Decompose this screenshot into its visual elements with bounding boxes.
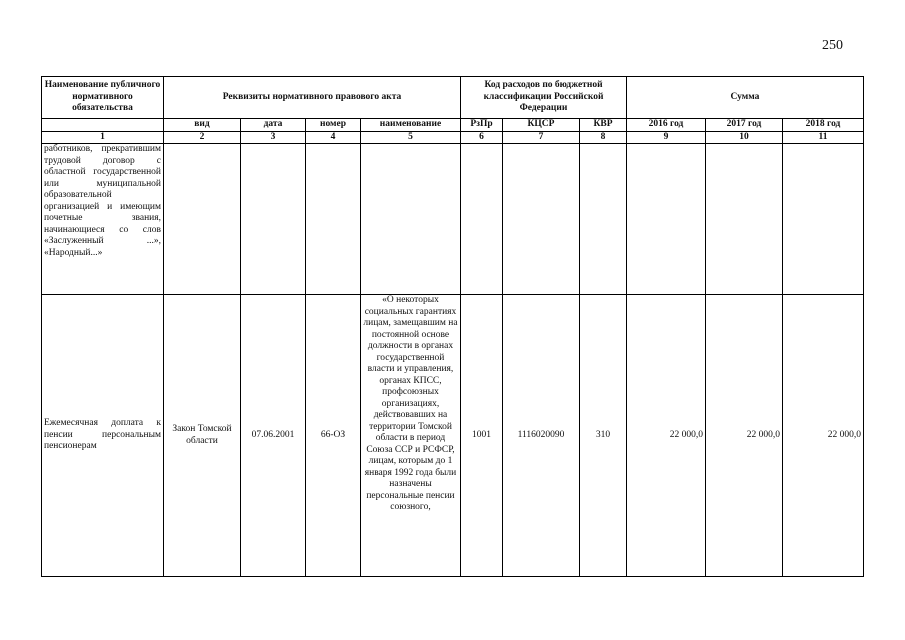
act-title: «О некоторых социальных гарантиях лицам, замещавшим на постоянной основе должности в органах государственной власти и управления, органах КПСС, профсоюзных организациях, действовавших на территории Томской области в период Союза ССР и РСФСР, лицам, которым до 1 января 1992 года были назначены персональные пенсии союзного, [361,295,461,577]
header-vid: вид [164,119,241,132]
cell-empty [783,144,864,295]
cell-empty [503,144,580,295]
header-kvr: КВР [580,119,627,132]
cell-empty [706,144,783,295]
obligation-name: работников, прекратившим трудовой договор с областной государственной или муниципальной образовательной организацией и имеющим почетные звания, начинающиеся со слов «Заслуженный ...», «Народный...» [42,144,164,295]
header-sum: Сумма [627,77,864,119]
column-number: 8 [580,131,627,144]
header-title: наименование [361,119,461,132]
cell-empty [361,144,461,295]
sum-2018: 22 000,0 [783,295,864,577]
cell-empty [580,144,627,295]
header-2016: 2016 год [627,119,706,132]
obligation-name: Ежемесячная доплата к пенсии персональным пенсионерам [42,295,164,577]
rzpr-code: 1001 [461,295,503,577]
header-2017: 2017 год [706,119,783,132]
act-number: 66-ОЗ [306,295,361,577]
column-number: 11 [783,131,864,144]
column-number: 4 [306,131,361,144]
cell-empty [164,144,241,295]
header-rzpr: РзПр [461,119,503,132]
column-number: 7 [503,131,580,144]
header-requisites: Реквизиты нормативного правового акта [164,77,461,119]
column-number: 6 [461,131,503,144]
column-number: 2 [164,131,241,144]
header-date: дата [241,119,306,132]
page-number: 250 [822,38,843,53]
column-number: 10 [706,131,783,144]
cell-empty [241,144,306,295]
cell-empty [461,144,503,295]
sum-2017: 22 000,0 [706,295,783,577]
column-number: 1 [42,131,164,144]
header-name: Наименование публичного нормативного обязательства [42,77,164,119]
column-number: 5 [361,131,461,144]
header-2018: 2018 год [783,119,864,132]
column-number: 3 [241,131,306,144]
act-type: Закон Томской области [164,295,241,577]
table-row [42,295,864,577]
kcsr-code: 1116020090 [503,295,580,577]
sum-2016: 22 000,0 [627,295,706,577]
kvr-code: 310 [580,295,627,577]
header-kcsr: КЦСР [503,119,580,132]
act-date: 07.06.2001 [241,295,306,577]
column-number: 9 [627,131,706,144]
cell-empty [627,144,706,295]
header-blank [42,119,164,132]
obligations-table [41,76,864,577]
cell-empty [306,144,361,295]
header-code: Код расходов по бюджетной классификации Российской Федерации [461,77,627,119]
header-number: номер [306,119,361,132]
table-row [42,144,864,295]
